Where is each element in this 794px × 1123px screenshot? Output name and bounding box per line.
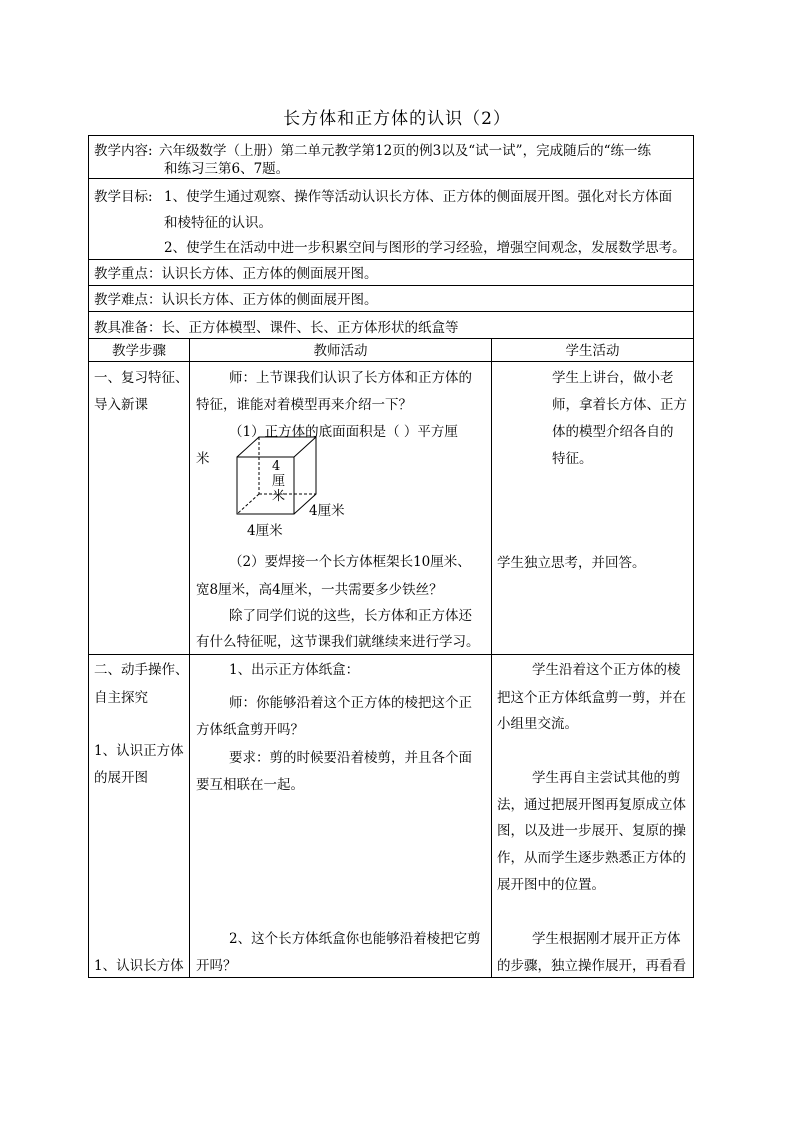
row-divider <box>88 311 694 312</box>
question-2-line1: （2）要焊接一个长方体框架长10厘米、 <box>229 554 471 570</box>
cube-width-label: 4厘米 <box>247 523 283 539</box>
header-teacher: 教师活动 <box>313 343 368 359</box>
student-2-line3: 小组里交流。 <box>497 716 578 732</box>
content-label: 教学内容: <box>94 143 153 159</box>
page-title: 长方体和正方体的认识（2） <box>283 109 511 129</box>
student-2-line8: 展开图中的位置。 <box>497 877 605 893</box>
student-2-line7: 作，从而学生逐步熟悉正方体的 <box>497 850 686 866</box>
student-1-line1: 学生上讲台，做小老 <box>552 370 674 386</box>
student-2-line1: 学生沿着这个正方体的棱 <box>532 662 681 678</box>
teaching-tools: 教具准备：长、正方体模型、课件、长、正方体形状的纸盒等 <box>94 320 459 336</box>
goal-1-line2: 和棱特征的认识。 <box>164 215 272 231</box>
difficulty: 教学难点：认识长方体、正方体的侧面展开图。 <box>94 292 378 308</box>
question-1-line2: 米 <box>196 451 210 467</box>
header-steps: 教学步骤 <box>112 343 166 359</box>
teacher-2-line5: 要互相联在一起。 <box>196 777 304 793</box>
teacher-2-line6: 2、这个长方体纸盒你也能够沿着棱把它剪 <box>229 931 481 947</box>
student-2-line4: 学生再自主尝试其他的剪 <box>532 770 681 786</box>
teacher-1-line3: 除了同学们说的这些，长方体和正方体还 <box>229 608 472 624</box>
student-1-line5: 学生独立思考，并回答。 <box>497 555 646 571</box>
teacher-1-line4: 有什么特征呢，这节课我们就继续来进行学习。 <box>196 634 480 650</box>
substep-1-line1: 1、认识正方体 <box>94 743 184 759</box>
cube-height-label: 4厘米 <box>272 459 286 504</box>
substep-1-line2: 的展开图 <box>94 770 148 786</box>
student-2-line9: 学生根据刚才展开正方体 <box>532 931 681 947</box>
row-divider <box>88 178 694 179</box>
header-student: 学生活动 <box>565 343 620 359</box>
goal-1-line1: 1、使学生通过观察、操作等活动认识长方体、正方体的侧面展开图。强化对长方体面 <box>164 189 673 205</box>
cube-depth-label: 4厘米 <box>309 503 345 519</box>
student-2-line6: 图，以及进一步展开、复原的操 <box>497 823 686 839</box>
step-1-line1: 一、复习特征、 <box>94 370 189 386</box>
student-1-line3: 体的模型介绍各自的 <box>552 424 674 440</box>
row-divider <box>88 338 694 339</box>
goal-2: 2、使学生在活动中进一步积累空间与图形的学习经验，增强空间观念，发展数学思考。 <box>164 240 686 256</box>
content-text-line2: 和练习三第6、7题。 <box>164 161 290 177</box>
row-divider <box>88 285 694 286</box>
teacher-2-line3: 方体纸盒剪开吗？ <box>196 722 304 738</box>
student-2-line10: 的步骤，独立操作展开，再看看 <box>497 958 686 974</box>
column-divider <box>189 338 190 978</box>
teacher-2-line2: 师：你能够沿着这个正方体的棱把这个正 <box>229 695 472 711</box>
step-1-line2: 导入新课 <box>94 397 148 413</box>
substep-2: 1、认识长方体 <box>94 958 184 974</box>
step-2-line2: 自主探究 <box>94 690 148 706</box>
teacher-2-line1: 1、出示正方体纸盒： <box>229 662 360 678</box>
teacher-1-line1: 师：上节课我们认识了长方体和正方体的 <box>229 370 472 386</box>
student-1-line4: 特征。 <box>552 451 593 467</box>
teacher-2-line4: 要求：剪的时候要沿着棱剪，并且各个面 <box>229 750 472 766</box>
question-2-line2: 宽8厘米，高4厘米，一共需要多少铁丝？ <box>196 582 443 598</box>
step-2-line1: 二、动手操作、 <box>94 662 189 678</box>
question-1-line1: （1）正方体的底面面积是（ ）平方厘 <box>229 424 458 440</box>
cube-top-edge <box>294 437 316 457</box>
teacher-1-line2: 特征，谁能对着模型再来介绍一下？ <box>196 397 412 413</box>
row-divider <box>88 654 694 655</box>
row-divider <box>88 259 694 260</box>
goals-label: 教学目标: <box>94 189 153 205</box>
teacher-2-line7: 开吗？ <box>196 958 237 974</box>
column-divider <box>491 338 492 978</box>
student-2-line5: 法，通过把展开图再复原成立体 <box>497 797 686 813</box>
row-divider <box>88 361 694 362</box>
student-1-line2: 师，拿着长方体、正方 <box>552 397 687 413</box>
key-point: 教学重点：认识长方体、正方体的侧面展开图。 <box>94 266 378 282</box>
content-text-line1: 六年级数学（上册）第二单元教学第12页的例3以及“试一试”，完成随后的“练一练 <box>159 143 651 159</box>
cube-diagram <box>225 432 355 547</box>
student-2-line2: 把这个正方体纸盒剪一剪，并在 <box>497 690 686 706</box>
